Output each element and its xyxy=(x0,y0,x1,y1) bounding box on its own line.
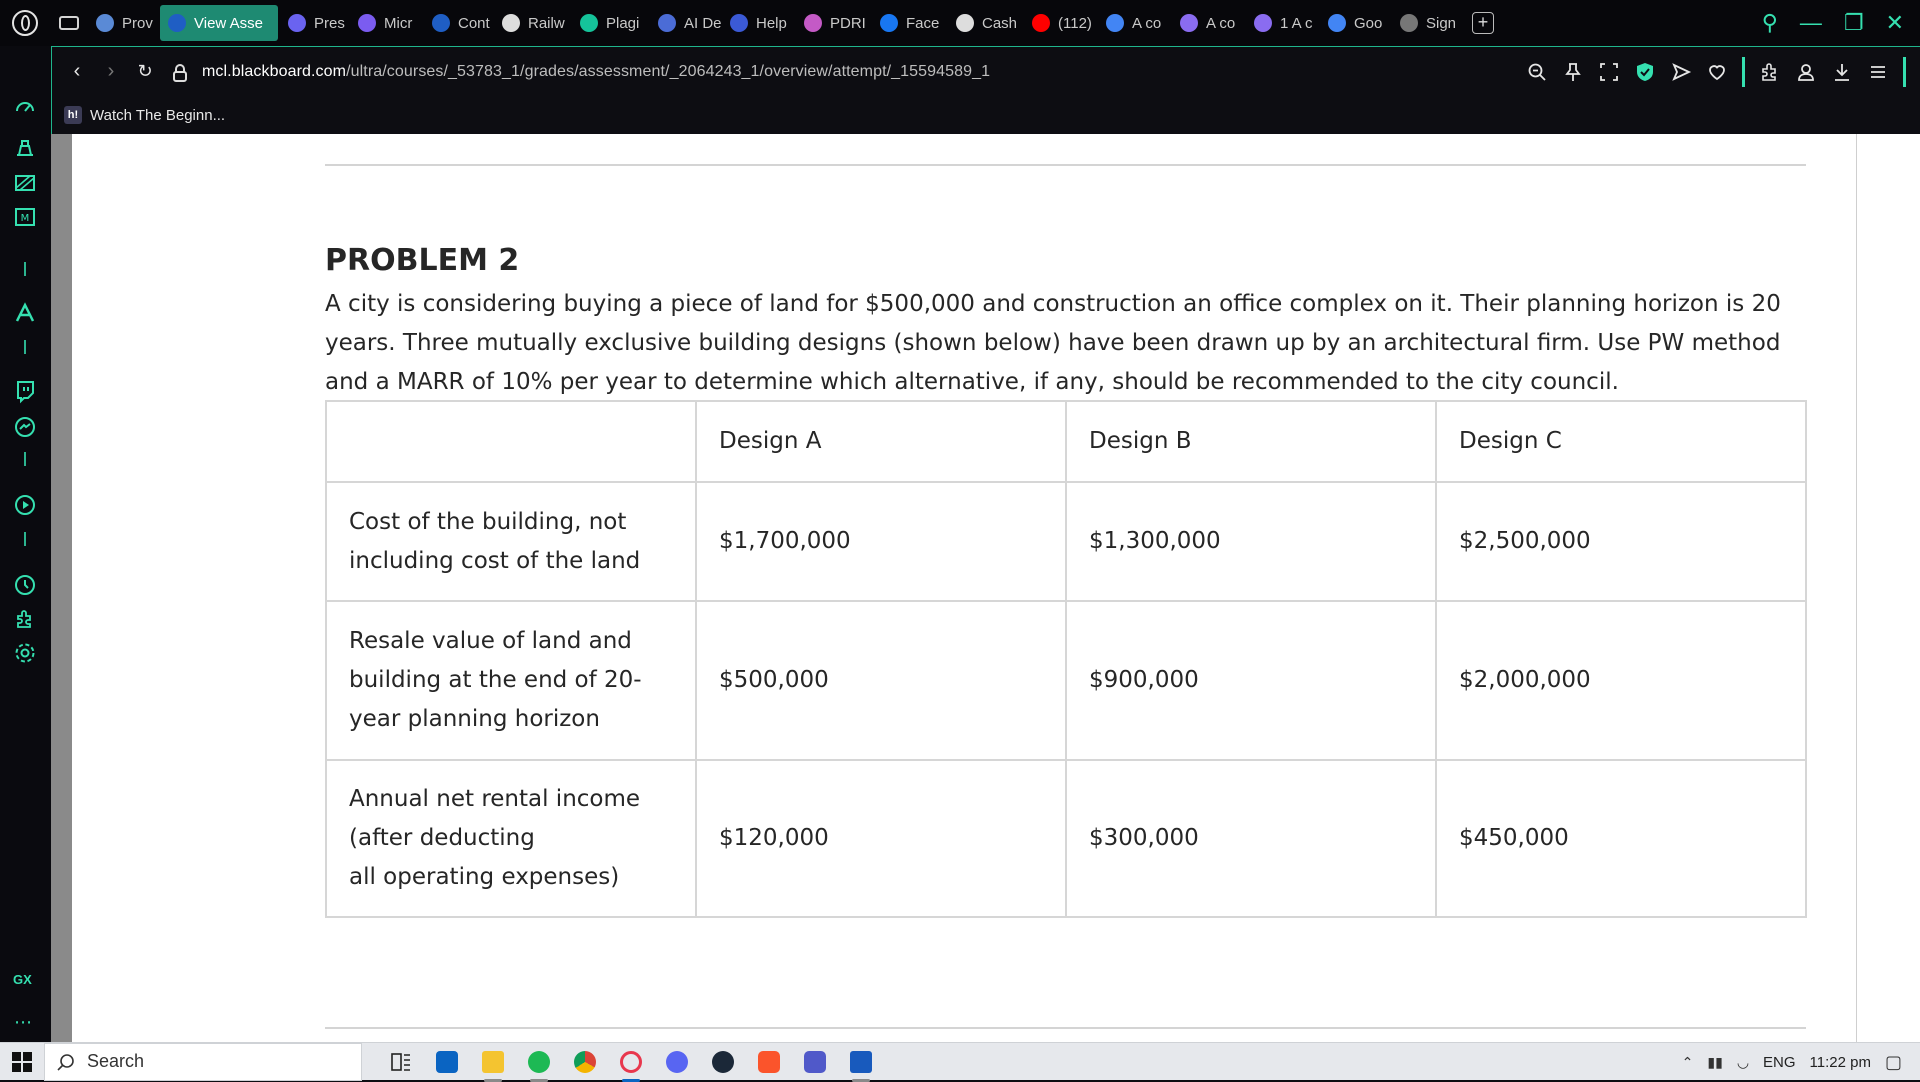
tab[interactable] xyxy=(722,5,794,41)
url-path: /ultra/courses/_53783_1/grades/assessment/_2064243_1/overview/attempt/_15594589_1 xyxy=(346,62,991,80)
url-host: mcl.blackboard.com xyxy=(202,62,347,80)
table-cell: $500,000 xyxy=(696,601,1066,760)
copilot-icon xyxy=(358,14,376,32)
settings-icon[interactable] xyxy=(12,640,38,666)
table-cell: $1,700,000 xyxy=(696,482,1066,601)
arc-icon[interactable] xyxy=(12,300,38,326)
restore-button[interactable]: ❐ xyxy=(1843,10,1864,35)
notification-icon[interactable]: ▢ xyxy=(1884,1051,1902,1072)
chevron-up-icon[interactable]: ⌃ xyxy=(1681,1053,1694,1070)
gmail-icon[interactable] xyxy=(12,204,38,230)
tab[interactable] xyxy=(494,5,570,41)
zoom-out-icon[interactable] xyxy=(1526,61,1548,83)
tab-label: Goo xyxy=(1354,14,1383,32)
tab-label: (112) xyxy=(1058,14,1092,32)
minimize-button[interactable]: — xyxy=(1799,10,1822,35)
address-bar xyxy=(51,46,1920,96)
pin-icon[interactable] xyxy=(1562,61,1584,83)
download-icon[interactable] xyxy=(1831,61,1853,83)
tab-list xyxy=(88,0,1464,46)
bookmark-favicon: h! xyxy=(64,106,82,124)
clock[interactable]: 11:22 pm xyxy=(1809,1053,1871,1071)
brave-icon[interactable] xyxy=(756,1049,782,1075)
gx-control-icon[interactable] xyxy=(12,134,38,160)
table-cell: $1,300,000 xyxy=(1066,482,1436,601)
quillbot-icon xyxy=(1254,14,1272,32)
file-explorer-icon[interactable] xyxy=(480,1049,506,1075)
twitch-icon[interactable] xyxy=(12,378,38,404)
spotify-icon[interactable] xyxy=(526,1049,552,1075)
blackboard-icon xyxy=(168,14,186,32)
reload-button[interactable]: ↻ xyxy=(137,61,153,81)
table-cell: $300,000 xyxy=(1066,760,1436,917)
table-cell: $120,000 xyxy=(696,760,1066,917)
section-divider xyxy=(325,1027,1806,1029)
favorite-heart-icon[interactable] xyxy=(1706,61,1728,83)
row-label: Cost of the building, not including cost of the land xyxy=(326,482,696,601)
chrome-icon[interactable] xyxy=(572,1049,598,1075)
svg-text:M: M xyxy=(20,213,30,224)
table-cell: $2,500,000 xyxy=(1436,482,1806,601)
tab-label: Cash xyxy=(982,14,1018,32)
page-scroll-area[interactable] xyxy=(1857,134,1920,1042)
taskbar-search-box[interactable] xyxy=(44,1043,362,1081)
opera-menu-icon[interactable] xyxy=(0,0,50,46)
tab[interactable] xyxy=(796,5,870,41)
tab-label: View Asse xyxy=(194,14,263,32)
teams-icon[interactable] xyxy=(802,1049,828,1075)
task-view-icon[interactable] xyxy=(388,1049,414,1075)
start-button[interactable] xyxy=(0,1043,44,1081)
search-icon xyxy=(57,1053,75,1071)
outlook-icon[interactable] xyxy=(434,1049,460,1075)
quillbot-icon xyxy=(1180,14,1198,32)
url-field[interactable] xyxy=(202,63,990,81)
globe-icon xyxy=(96,14,114,32)
tab-label: A co xyxy=(1206,14,1236,32)
google-icon xyxy=(1106,14,1124,32)
language-indicator[interactable]: ENG xyxy=(1763,1053,1796,1071)
tab[interactable] xyxy=(424,5,492,41)
sidebar-separator xyxy=(24,452,26,466)
tab[interactable] xyxy=(350,5,422,41)
gx-cleaner-icon[interactable] xyxy=(12,170,38,196)
tab-label: 1 A c xyxy=(1280,14,1313,32)
tab[interactable] xyxy=(1098,5,1170,41)
snapshot-icon[interactable] xyxy=(1598,61,1620,83)
tab-label: Pres xyxy=(314,14,345,32)
history-icon[interactable] xyxy=(12,572,38,598)
speed-dial-icon[interactable] xyxy=(12,94,38,120)
windows-logo-icon xyxy=(12,1052,32,1072)
browser-toolbar xyxy=(1526,47,1906,97)
tab-strip xyxy=(0,0,1920,46)
gx-corner-label[interactable]: GX xyxy=(13,972,32,987)
tab[interactable] xyxy=(1320,5,1390,41)
tab-label: PDRI xyxy=(830,14,866,32)
opera-gx-taskbar-icon[interactable] xyxy=(618,1049,644,1075)
tab-label: AI De xyxy=(684,14,722,32)
google-icon xyxy=(1328,14,1346,32)
tab[interactable] xyxy=(650,5,720,41)
table-header-cell: Design B xyxy=(1066,401,1436,482)
table-cell: $2,000,000 xyxy=(1436,601,1806,760)
tab[interactable] xyxy=(1392,5,1462,41)
window-controls xyxy=(1762,0,1920,46)
tab-label: Railw xyxy=(528,14,565,32)
table-row xyxy=(326,601,1806,760)
messenger-icon[interactable] xyxy=(12,414,38,440)
openai-icon xyxy=(956,14,974,32)
tab[interactable] xyxy=(872,5,946,41)
discord-icon[interactable] xyxy=(664,1049,690,1075)
table-row xyxy=(326,482,1806,601)
tab-label: Help xyxy=(756,14,787,32)
player-icon[interactable] xyxy=(12,492,38,518)
tab-label: Face xyxy=(906,14,940,32)
sidebar-more-icon[interactable]: ⋯ xyxy=(14,1012,33,1032)
wifi-icon[interactable]: ◡ xyxy=(1736,1053,1750,1070)
section-divider xyxy=(325,164,1806,166)
loading-icon xyxy=(1400,14,1418,32)
sidebar-separator xyxy=(24,262,26,276)
tab-label: A co xyxy=(1132,14,1162,32)
table-header-cell: Design A xyxy=(696,401,1066,482)
battery-icon[interactable]: ▮▮ xyxy=(1707,1053,1723,1070)
table-header-row xyxy=(326,401,1806,482)
new-tab-button[interactable]: + xyxy=(1472,12,1494,34)
tab[interactable] xyxy=(1246,5,1318,41)
table-header-cell xyxy=(326,401,696,482)
openai-icon xyxy=(502,14,520,32)
steam-icon[interactable] xyxy=(710,1049,736,1075)
table-header-cell: Design C xyxy=(1436,401,1806,482)
chat-icon xyxy=(288,14,306,32)
tab-search-icon[interactable]: ⚲ xyxy=(1761,10,1778,35)
table-cell: $900,000 xyxy=(1066,601,1436,760)
tab-label: Plagi xyxy=(606,14,640,32)
problem-title: PROBLEM 2 xyxy=(325,243,520,278)
back-button[interactable]: ‹ xyxy=(73,60,81,82)
table-row xyxy=(326,760,1806,917)
row-label: Annual net rental income (after deducting all operating expenses) xyxy=(326,760,696,917)
pinned-apps xyxy=(388,1049,874,1075)
close-window-button[interactable]: ✕ xyxy=(1885,10,1904,35)
toolbar-separator xyxy=(1903,57,1906,87)
workspace-icon[interactable] xyxy=(50,0,88,46)
grammarly-icon xyxy=(580,14,598,32)
problem-text: A city is considering buying a piece of land for $500,000 and construction an office complex on it. Their planning horizon is 20 years. Three mutually exclusive building designs (shown below) have been drawn up by an architectural firm. Use PW method and a MARR of 10% per year to determine which alternative, if any, should be recommended to the city council. xyxy=(325,291,1781,395)
adb-icon xyxy=(730,14,748,32)
tab[interactable] xyxy=(160,5,278,41)
blackboard-icon xyxy=(432,14,450,32)
search-placeholder: Search xyxy=(87,1051,145,1071)
tab-label: Cont xyxy=(458,14,490,32)
vpn-shield-icon[interactable] xyxy=(1634,61,1656,83)
tab-label: Prov xyxy=(122,14,153,32)
facebook-icon xyxy=(880,14,898,32)
opera-sidebar xyxy=(0,46,51,1042)
tab[interactable] xyxy=(88,5,158,41)
windows-taskbar xyxy=(0,1042,1920,1080)
word-icon[interactable] xyxy=(848,1049,874,1075)
bookmark-item[interactable]: Watch The Beginn... xyxy=(90,106,226,124)
pdri-icon xyxy=(804,14,822,32)
tab-label: Micr xyxy=(384,14,413,32)
bookmarks-bar xyxy=(51,96,1920,134)
table-cell: $450,000 xyxy=(1436,760,1806,917)
tab[interactable] xyxy=(572,5,648,41)
system-tray xyxy=(1682,1043,1920,1081)
row-label: Resale value of land and building at the end of 20- year planning horizon xyxy=(326,601,696,760)
sidebar-separator xyxy=(24,532,26,546)
profile-icon[interactable] xyxy=(1795,61,1817,83)
youtube-icon xyxy=(1032,14,1050,32)
tab[interactable] xyxy=(1024,5,1096,41)
tab[interactable] xyxy=(280,5,348,41)
extensions-icon[interactable] xyxy=(12,606,38,632)
design-table xyxy=(325,400,1807,918)
toolbar-separator xyxy=(1742,57,1745,87)
send-icon[interactable] xyxy=(1670,61,1692,83)
sidebar-separator xyxy=(24,340,26,354)
tab[interactable] xyxy=(948,5,1022,41)
extensions-toolbar-icon[interactable] xyxy=(1759,61,1781,83)
easy-setup-icon[interactable] xyxy=(1867,61,1889,83)
ai-detector-icon xyxy=(658,14,676,32)
tab-label: Sign xyxy=(1426,14,1457,32)
forward-button[interactable]: › xyxy=(107,60,115,82)
lock-icon[interactable] xyxy=(170,61,190,83)
tab[interactable] xyxy=(1172,5,1244,41)
